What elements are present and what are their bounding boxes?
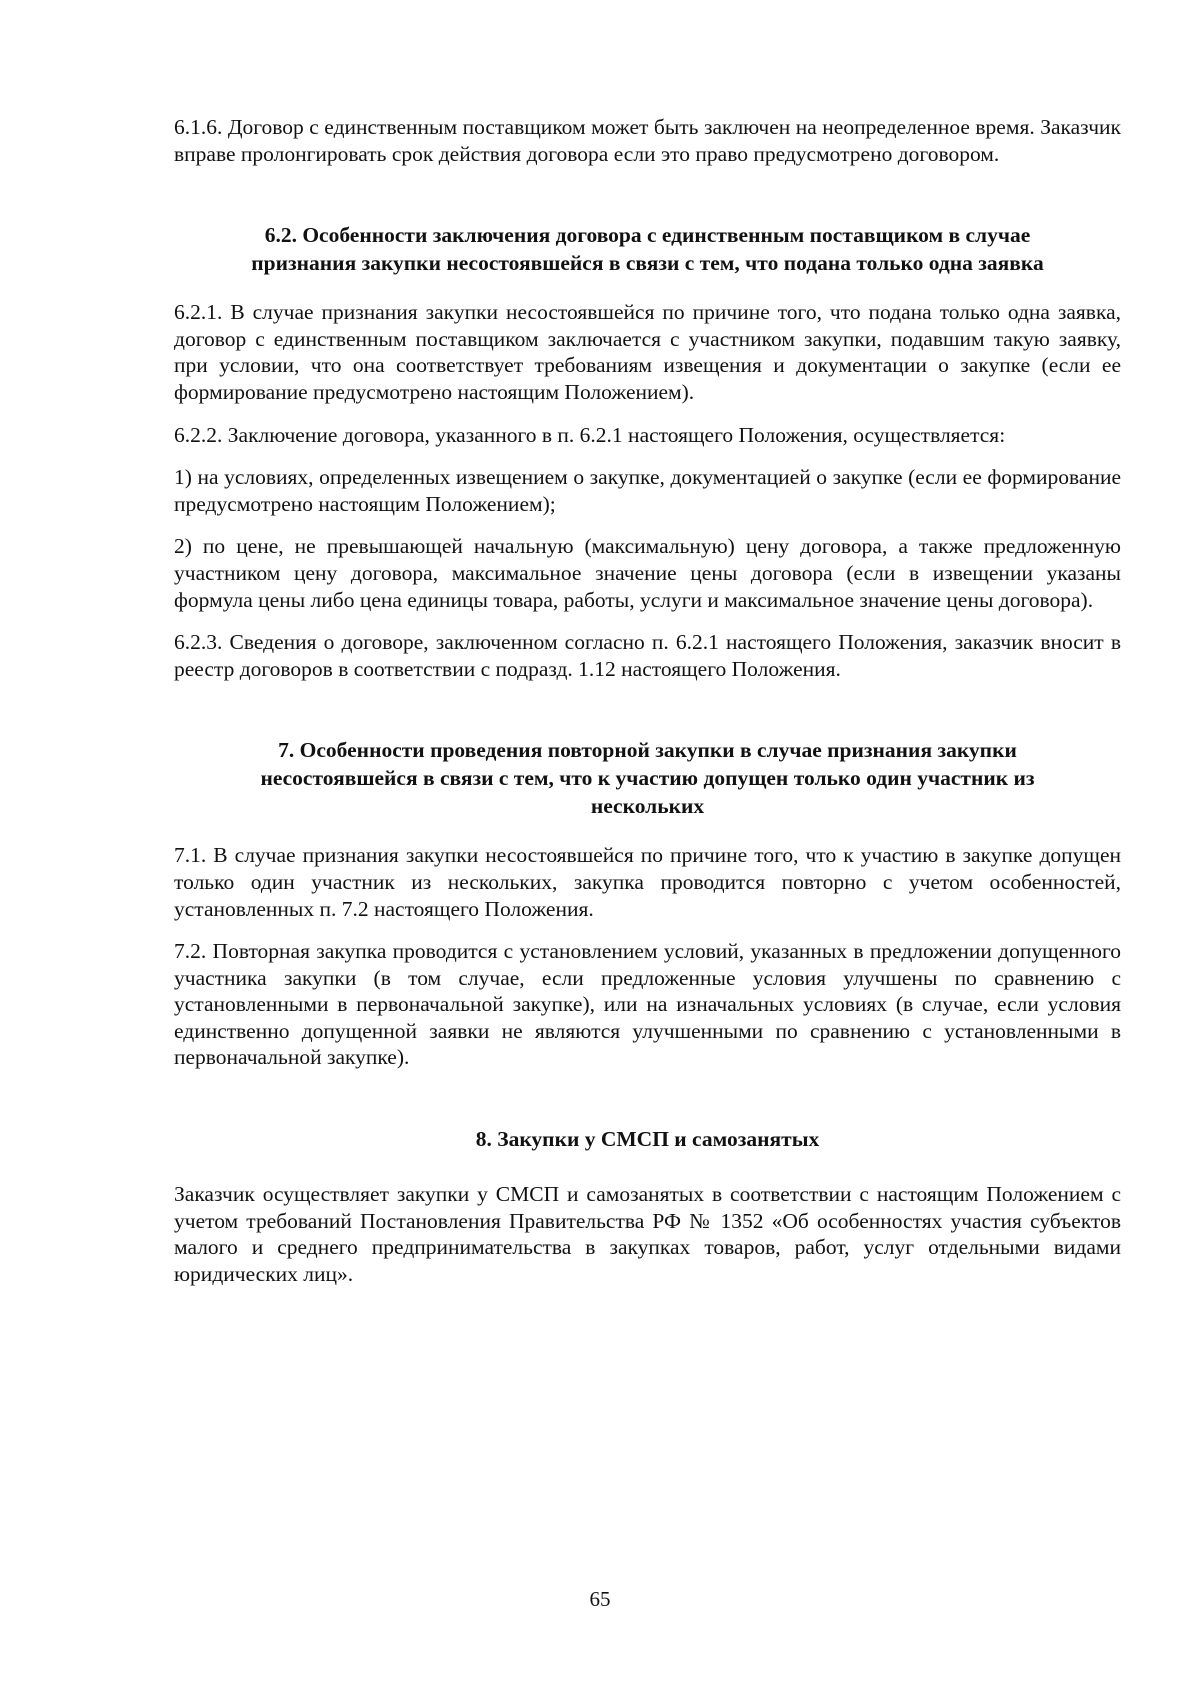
heading-6-2-line-1: 6.2. Особенности заключения договора с единственным поставщиком в случае [264,223,1031,248]
heading-7-line-3: нескольких [590,794,705,819]
heading-6-2 [174,221,1121,277]
heading-7-line-1: 7. Особенности проведения повторной закупки в случае признания закупки [278,738,1017,763]
heading-8: 8. Закупки у СМСП и самозанятых [475,1127,820,1152]
paragraph-item-2: 2) по цене, не превышающей начальную (максимальную) цену договора, а также предложенную участником цену договора, максимальное значение цены договора (если в извещении указаны формула цены либо цена единицы товара, работы, услуги и максимальное значение цены договора). [174,534,1121,612]
heading-6-2-line-2: признания закупки несостоявшейся в связи с тем, что подана только одна заявка [251,251,1044,276]
paragraph-6-2-2: 6.2.2. Заключение договора, указанного в п. 6.2.1 настоящего Положения, осуществляется: [174,422,1006,447]
paragraph-7-1: 7.1. В случае признания закупки несостоявшейся по причине того, что к участию в закупке допущен только один участник из нескольких, закупка проводится повторно с учетом особенностей, установленных п. 7.2 настоящего Положения. [174,843,1121,921]
paragraph-6-1-6: 6.1.6. Договор с единственным поставщиком может быть заключен на неопределенное время. Заказчик вправе пролонгировать срок действия договора если это право предусмотрено договором. [174,115,1121,166]
heading-7-line-2: несостоявшейся в связи с тем, что к участию допущен только один участник из [260,766,1035,791]
heading-7 [174,736,1121,820]
page-number: 65 [589,1587,611,1611]
paragraph-6-2-3: 6.2.3. Сведения о договоре, заключенном согласно п. 6.2.1 настоящего Положения, заказчик вносит в реестр договоров в соответствии с подразд. 1.12 настоящего Положения. [174,630,1121,681]
paragraph-item-1: 1) на условиях, определенных извещением о закупке, документацией о закупке (если ее формирование предусмотрено настоящим Положением); [174,465,1121,516]
paragraph-8: Заказчик осуществляет закупки у СМСП и самозанятых в соответствии с настоящим Положением с учетом требований Постановления Правительства РФ № 1352 «Об особенностях участия субъектов малого и среднего предпринимательства в закупках товаров, работ, услуг отдельными видами юридических лиц». [174,1182,1121,1286]
paragraph-7-2: 7.2. Повторная закупка проводится с установлением условий, указанных в предложении допущенного участника закупки (в том случае, если предложенные условия улучшены по сравнению с установленными в первоначальной закупке), или на изначальных условиях (в случае, если условия единственно допущенной заявки не являются улучшенными по сравнению с установленными в первоначальной закупке). [174,939,1121,1070]
paragraph-6-2-1: 6.2.1. В случае признания закупки несостоявшейся по причине того, что подана только одна заявка, договор с единственным поставщиком заключается с участником закупки, подавшим такую заявку, при условии, что она соответствует требованиям извещения и документации о закупке (если ее формирование предусмотрено настоящим Положением). [174,300,1121,404]
document-body [174,114,1121,1287]
